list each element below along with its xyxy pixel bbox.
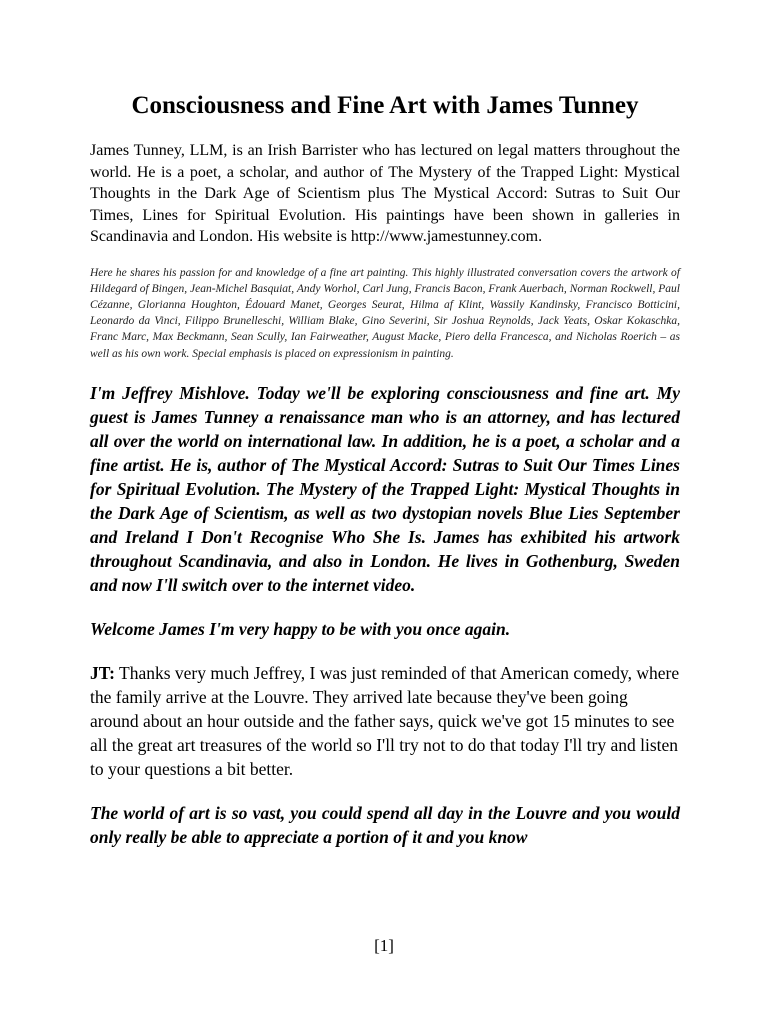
guest-reply-text: Thanks very much Jeffrey, I was just reminded of that American comedy, where the family arrive at the Louvre. They arrived late because they've been going around about an hour outside and the father says, quick we've got 15 minutes to see all the great art treasures of the world so I'll try not to do that today I'll try and listen to your questions a bit better. [90,662,680,779]
speaker-label: JT: [90,662,115,683]
author-bio: James Tunney, LLM, is an Irish Barrister who has lectured on legal matters throughout the world. He is a poet, a scholar, and author of The Mystery of the Trapped Light: Mystical Thoughts in the Dark Age of Scientism plus The Mystical Accord: Sutras to Suit Our Times, Lines for Spiritual Evolution. His paintings have been shown in galleries in Scandinavia and London. His website is http://www.jamestunney.com. [90,142,680,245]
conversation-summary: Here he shares his passion for and knowledge of a fine art painting. This highly illustrated conversation covers the artwork of Hildegard of Bingen, Jean-Michel Basquiat, Andy Worhol, Carl Jung, Francis Bacon, Frank Auerbach, Norman Rockwell, Paul Cézanne, Glorianna Houghton, Édouard Manet, Georges Seurat, Hilma af Klint, Wassily Kandinsky, Francisco Botticini, Leonardo da Vinci, Filippo Brunelleschi, William Blake, Gino Severini, Sir Joshua Reynolds, Jack Yeats, Oskar Kokaschka, Franc Marc, Max Beckmann, Sean Scully, Ian Fairweather, August Macke, Piero della Francesca, and Nicholas Roerich – as well as his own work. Special emphasis is placed on expressionism in painting. [90,266,680,360]
interviewer-welcome: Welcome James I'm very happy to be with you once again. [90,618,511,639]
document-page [90,90,680,869]
interviewer-introduction: I'm Jeffrey Mishlove. Today we'll be exploring consciousness and fine art. My guest is James Tunney a renaissance man who is an attorney, and has lectured all over the world on international law. In addition, he is a poet, a scholar and a fine artist. He is, author of The Mystical Accord: Sutras to Suit Our Times Lines for Spiritual Evolution. The Mystery of the Trapped Light: Mystical Thoughts in the Dark Age of Scientism, as well as two dystopian novels Blue Lies September and Ireland I Don't Recognise Who She Is. James has exhibited his artwork throughout Scandinavia, and also in London. He lives in Gothenburg, Sweden and now I'll switch over to the internet video. [90,382,680,595]
interviewer-question: The world of art is so vast, you could spend all day in the Louvre and you would only really be able to appreciate a portion of it and you know [90,802,680,847]
document-title: Consciousness and Fine Art with James Tunney [131,92,639,119]
guest-reply [90,661,680,781]
page-number: [1] [374,936,394,955]
